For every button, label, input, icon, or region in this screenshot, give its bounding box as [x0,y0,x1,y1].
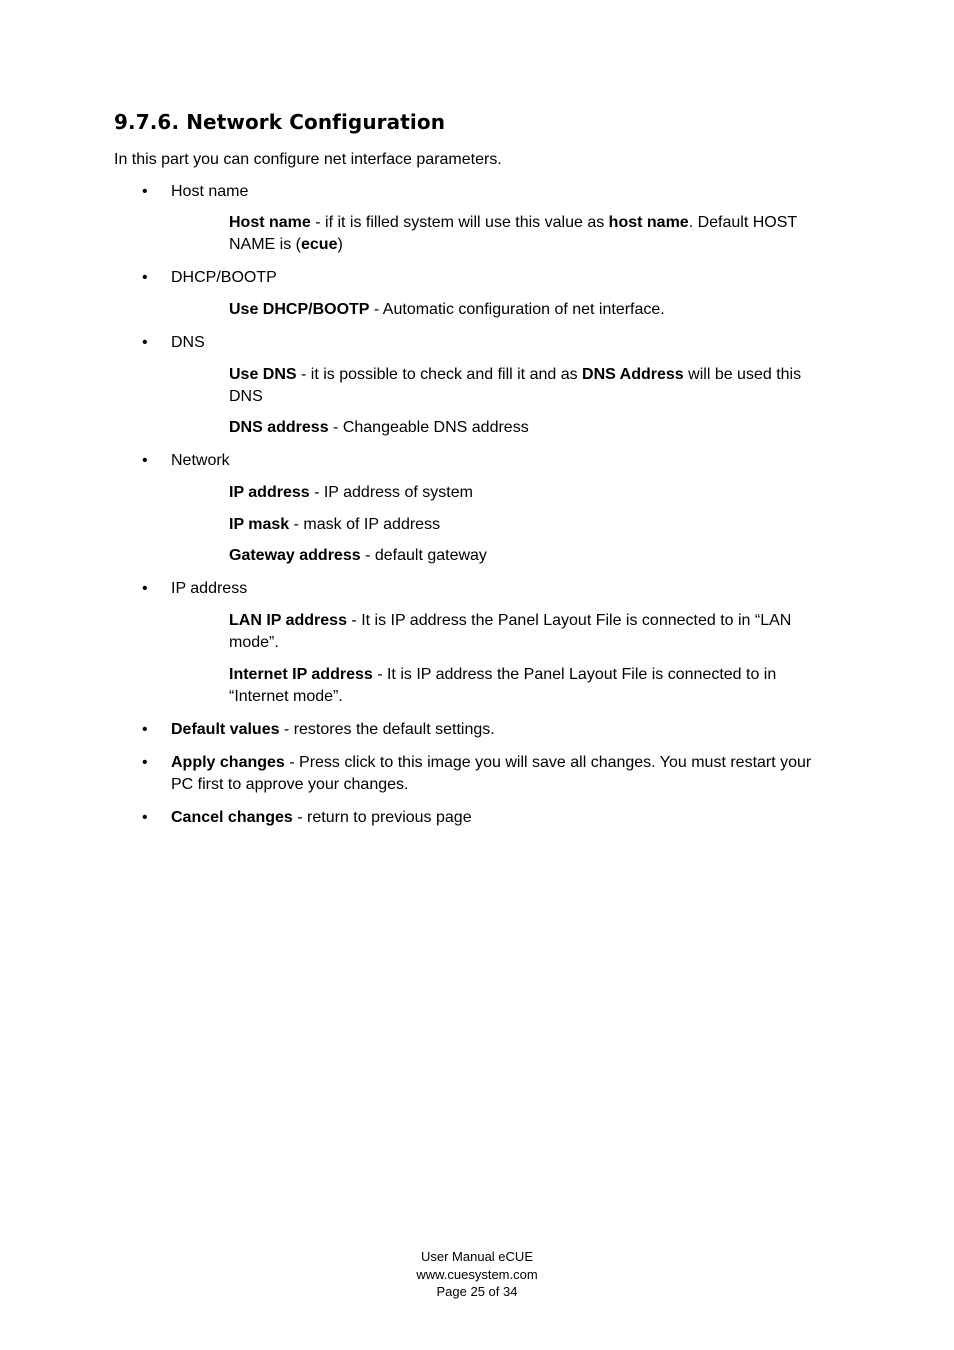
term: DNS Address [582,366,684,383]
bullet-apply-changes [142,752,821,796]
bullet-cancel-changes [142,807,821,829]
bullet-host-name [142,181,821,203]
bullet-dot: • [142,754,148,771]
description-text: - It is IP address the Panel Layout File is connected to in “Internet mode”. [229,666,777,705]
intro-paragraph: In this part you can configure net interface parameters. [114,151,502,168]
ip-address-description [229,482,819,504]
ip-mask-description [229,514,819,536]
host-name-description [229,212,819,256]
dhcp-description [229,299,819,321]
description-text: - Changeable DNS address [328,419,529,436]
term: Use DNS [229,366,297,383]
description-text: - Press click to this image you will save all changes. You must restart your PC first to approve your changes. [171,754,812,793]
bullet-label: DHCP/BOOTP [171,269,277,286]
internet-ip-description [229,664,819,708]
description-text: - return to previous page [292,809,472,826]
description-text: will be used this DNS [229,366,802,405]
bullet-dot: • [142,269,148,286]
bullet-dhcp [142,267,821,289]
bullet-dot: • [142,452,148,469]
term: DNS address [229,419,329,436]
term: Use DHCP/BOOTP [229,301,370,318]
footer-website: www.cuesystem.com [416,1266,538,1282]
lan-ip-description [229,610,819,654]
bullet-label: Host name [171,183,249,200]
description-text: - it is possible to check and fill it and as [296,366,583,383]
term: host name [608,214,689,231]
description-text: - if it is filled system will use this value as [310,214,609,231]
section-heading: 9.7.6. Network Configuration [114,110,446,134]
bullet-dot: • [142,580,148,597]
term: Apply changes [171,754,285,771]
term: IP mask [229,516,290,533]
bullet-label: Network [171,452,230,469]
term: Default values [171,721,280,738]
bullet-dot: • [142,183,148,200]
term: IP address [229,484,310,501]
term: Gateway address [229,547,361,564]
description-text: - Automatic configuration of net interface. [369,301,665,318]
use-dns-description [229,364,819,408]
bullet-dot: • [142,721,148,738]
bullet-label: DNS [171,334,205,351]
bullet-label: IP address [171,580,248,597]
bullet-network [142,450,821,472]
term: Cancel changes [171,809,293,826]
term: Internet IP address [229,666,373,683]
dns-address-description [229,417,819,439]
bullet-default-values [142,719,821,741]
description-text: ) [337,236,343,253]
bullet-ip-address [142,578,821,600]
description-text: - It is IP address the Panel Layout File is connected to in “LAN mode”. [229,612,792,651]
term: ecue [301,236,338,253]
bullet-dot: • [142,334,148,351]
description-text: - restores the default settings. [279,721,495,738]
description-text: - default gateway [360,547,487,564]
description-text: - mask of IP address [289,516,441,533]
description-text: . Default HOST NAME is ( [229,214,797,253]
footer-page-number: Page 25 of 34 [436,1284,518,1299]
bullet-dot: • [142,809,148,826]
description-text: - IP address of system [309,484,473,501]
term: Host name [229,214,311,231]
bullet-dns [142,332,821,354]
term: LAN IP address [229,612,347,629]
page-footer [0,1248,954,1301]
gateway-description [229,545,819,567]
footer-manual-title: User Manual eCUE [421,1249,533,1264]
